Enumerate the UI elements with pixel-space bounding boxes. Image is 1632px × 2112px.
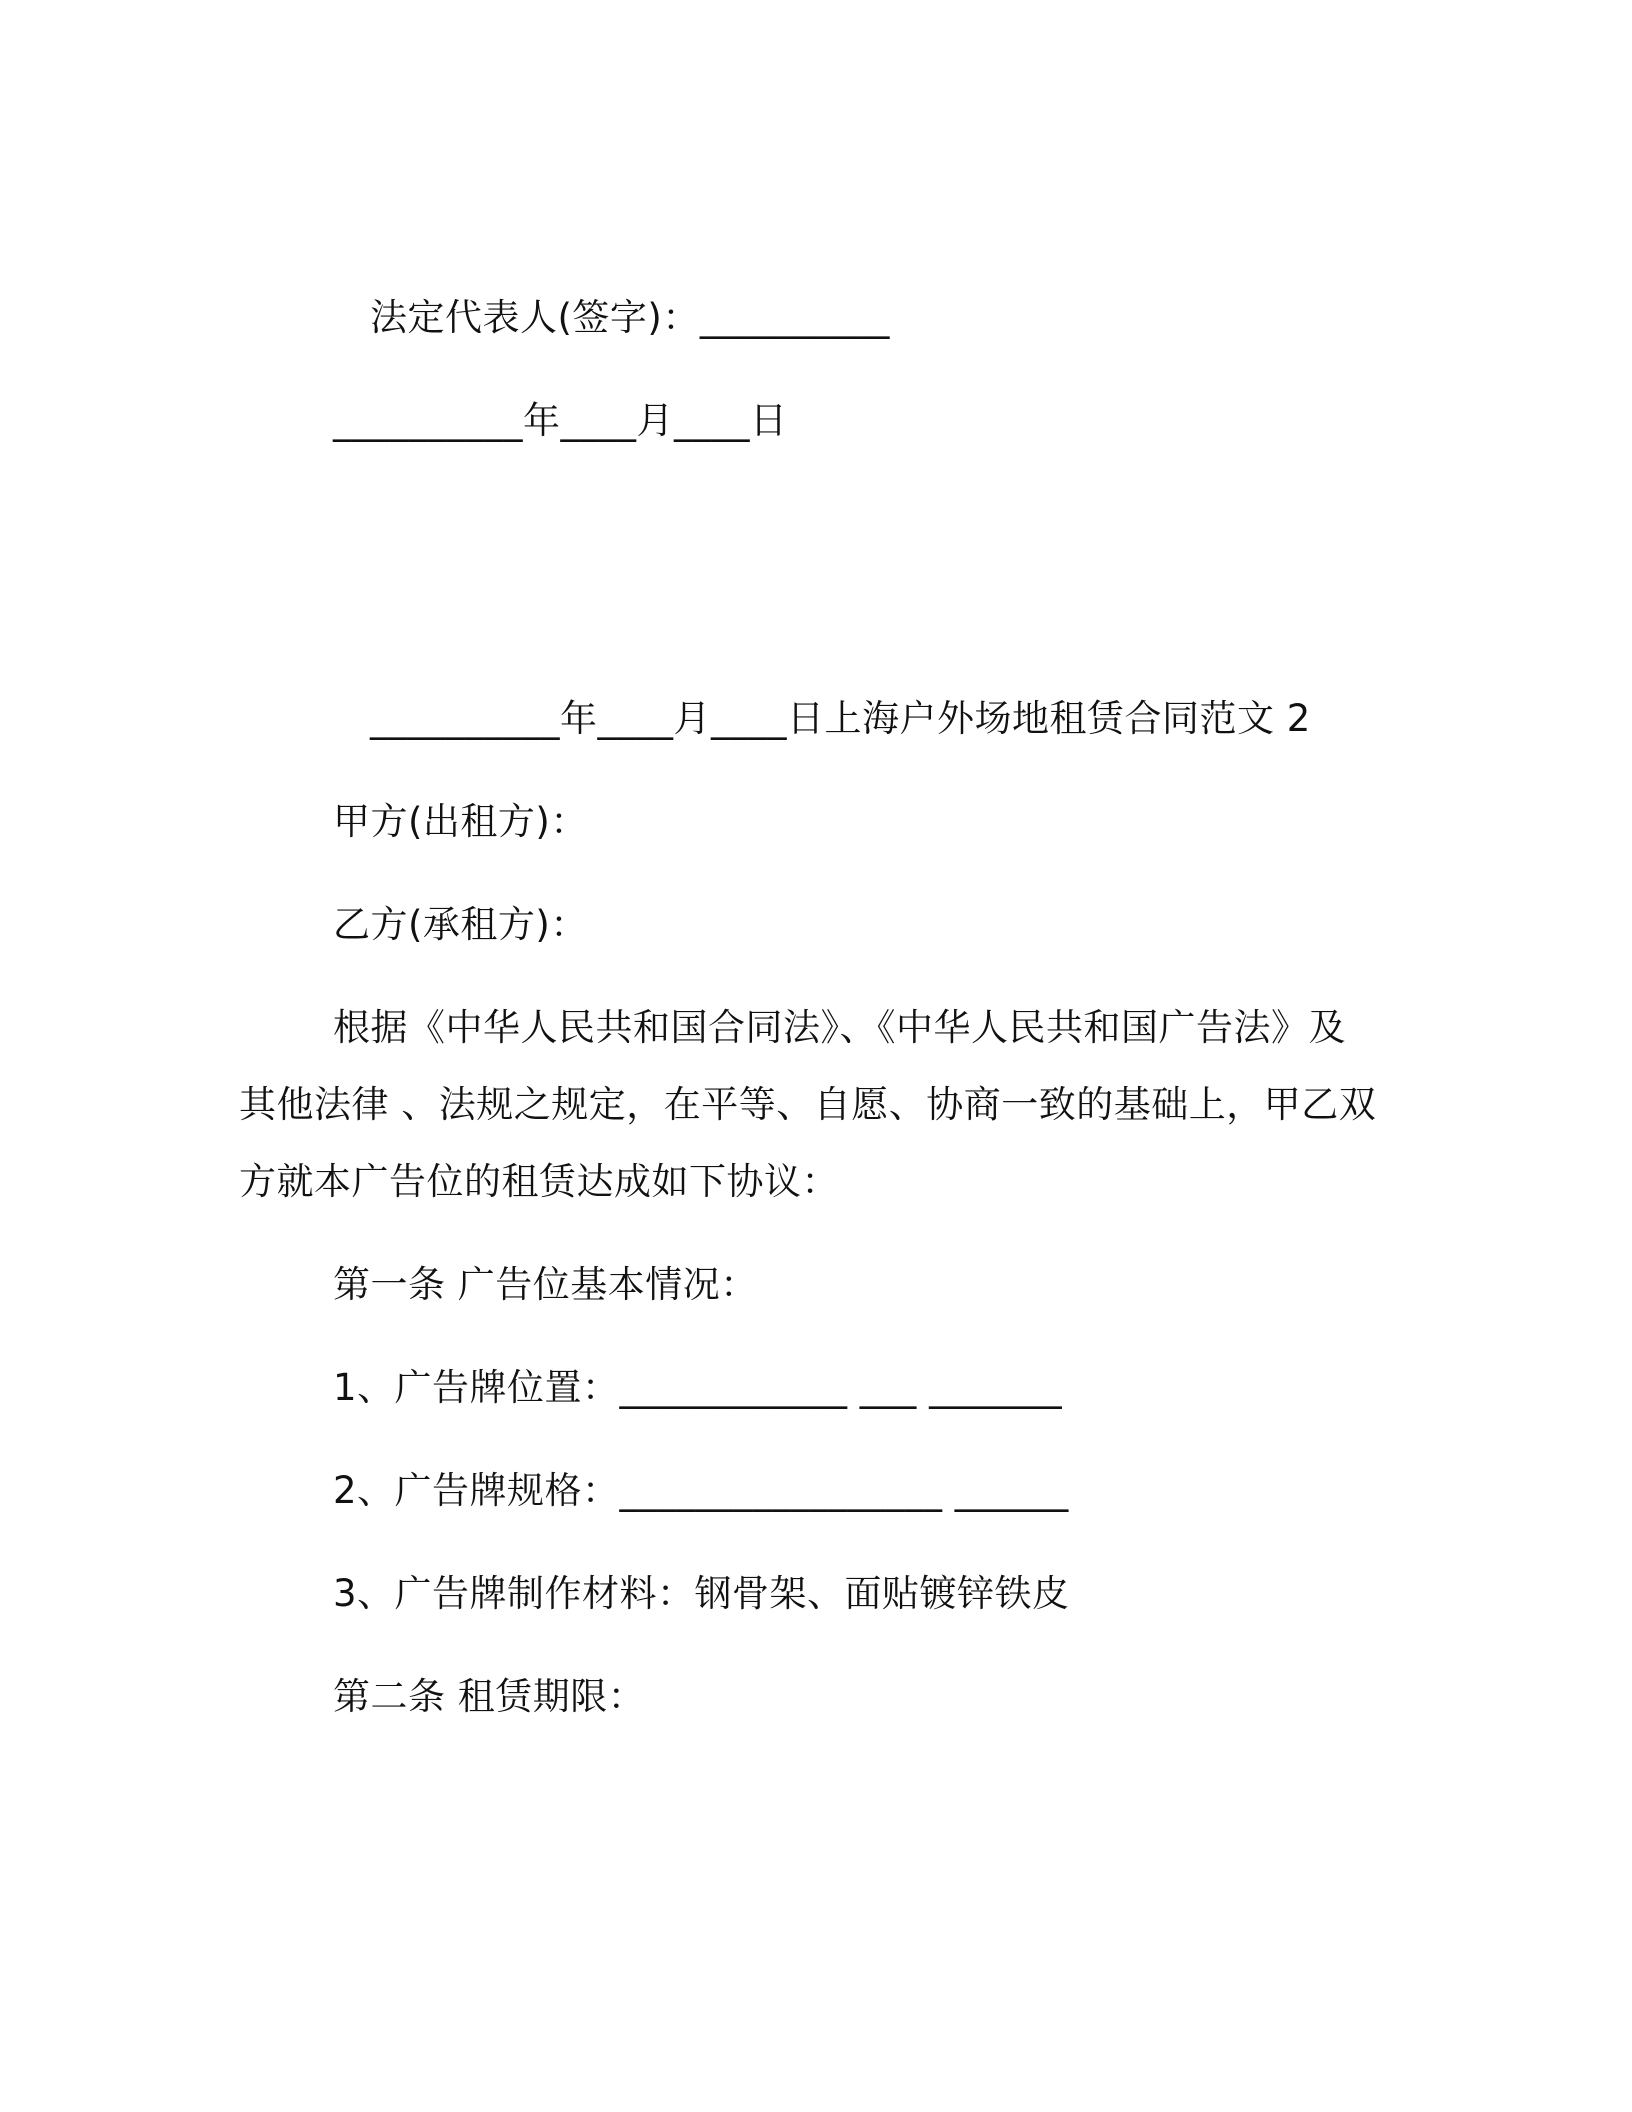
signature-date-line: __________年____月____日 (333, 399, 788, 442)
article-2-heading: 第二条 租赁期限： (333, 1675, 646, 1718)
legal-representative-signature-line: 法定代表人(签字)：__________ (370, 296, 890, 339)
article-1-item-2: 2、广告牌规格：_________________ ______ (333, 1469, 1069, 1512)
party-a-label: 甲方(出租方)： (333, 800, 588, 843)
article-1-heading: 第一条 广告位基本情况： (333, 1263, 758, 1306)
contract-title: __________年____月____日上海户外场地租赁合同范文 2 (370, 697, 1311, 740)
party-b-label: 乙方(承租方)： (333, 903, 588, 946)
article-1-item-1: 1、广告牌位置：____________ ___ _______ (333, 1366, 1063, 1409)
article-1-item-3: 3、广告牌制作材料：钢骨架、面贴镀锌铁皮 (333, 1572, 1070, 1615)
preamble-line-3: 方就本广告位的租赁达成如下协议： (239, 1160, 839, 1203)
preamble-line-1: 根据《中华人民共和国合同法》、《中华人民共和国广告法》及 (333, 1006, 1346, 1049)
preamble-line-2: 其他法律 、法规之规定，在平等、自愿、协商一致的基础上，甲乙双 (239, 1083, 1377, 1126)
